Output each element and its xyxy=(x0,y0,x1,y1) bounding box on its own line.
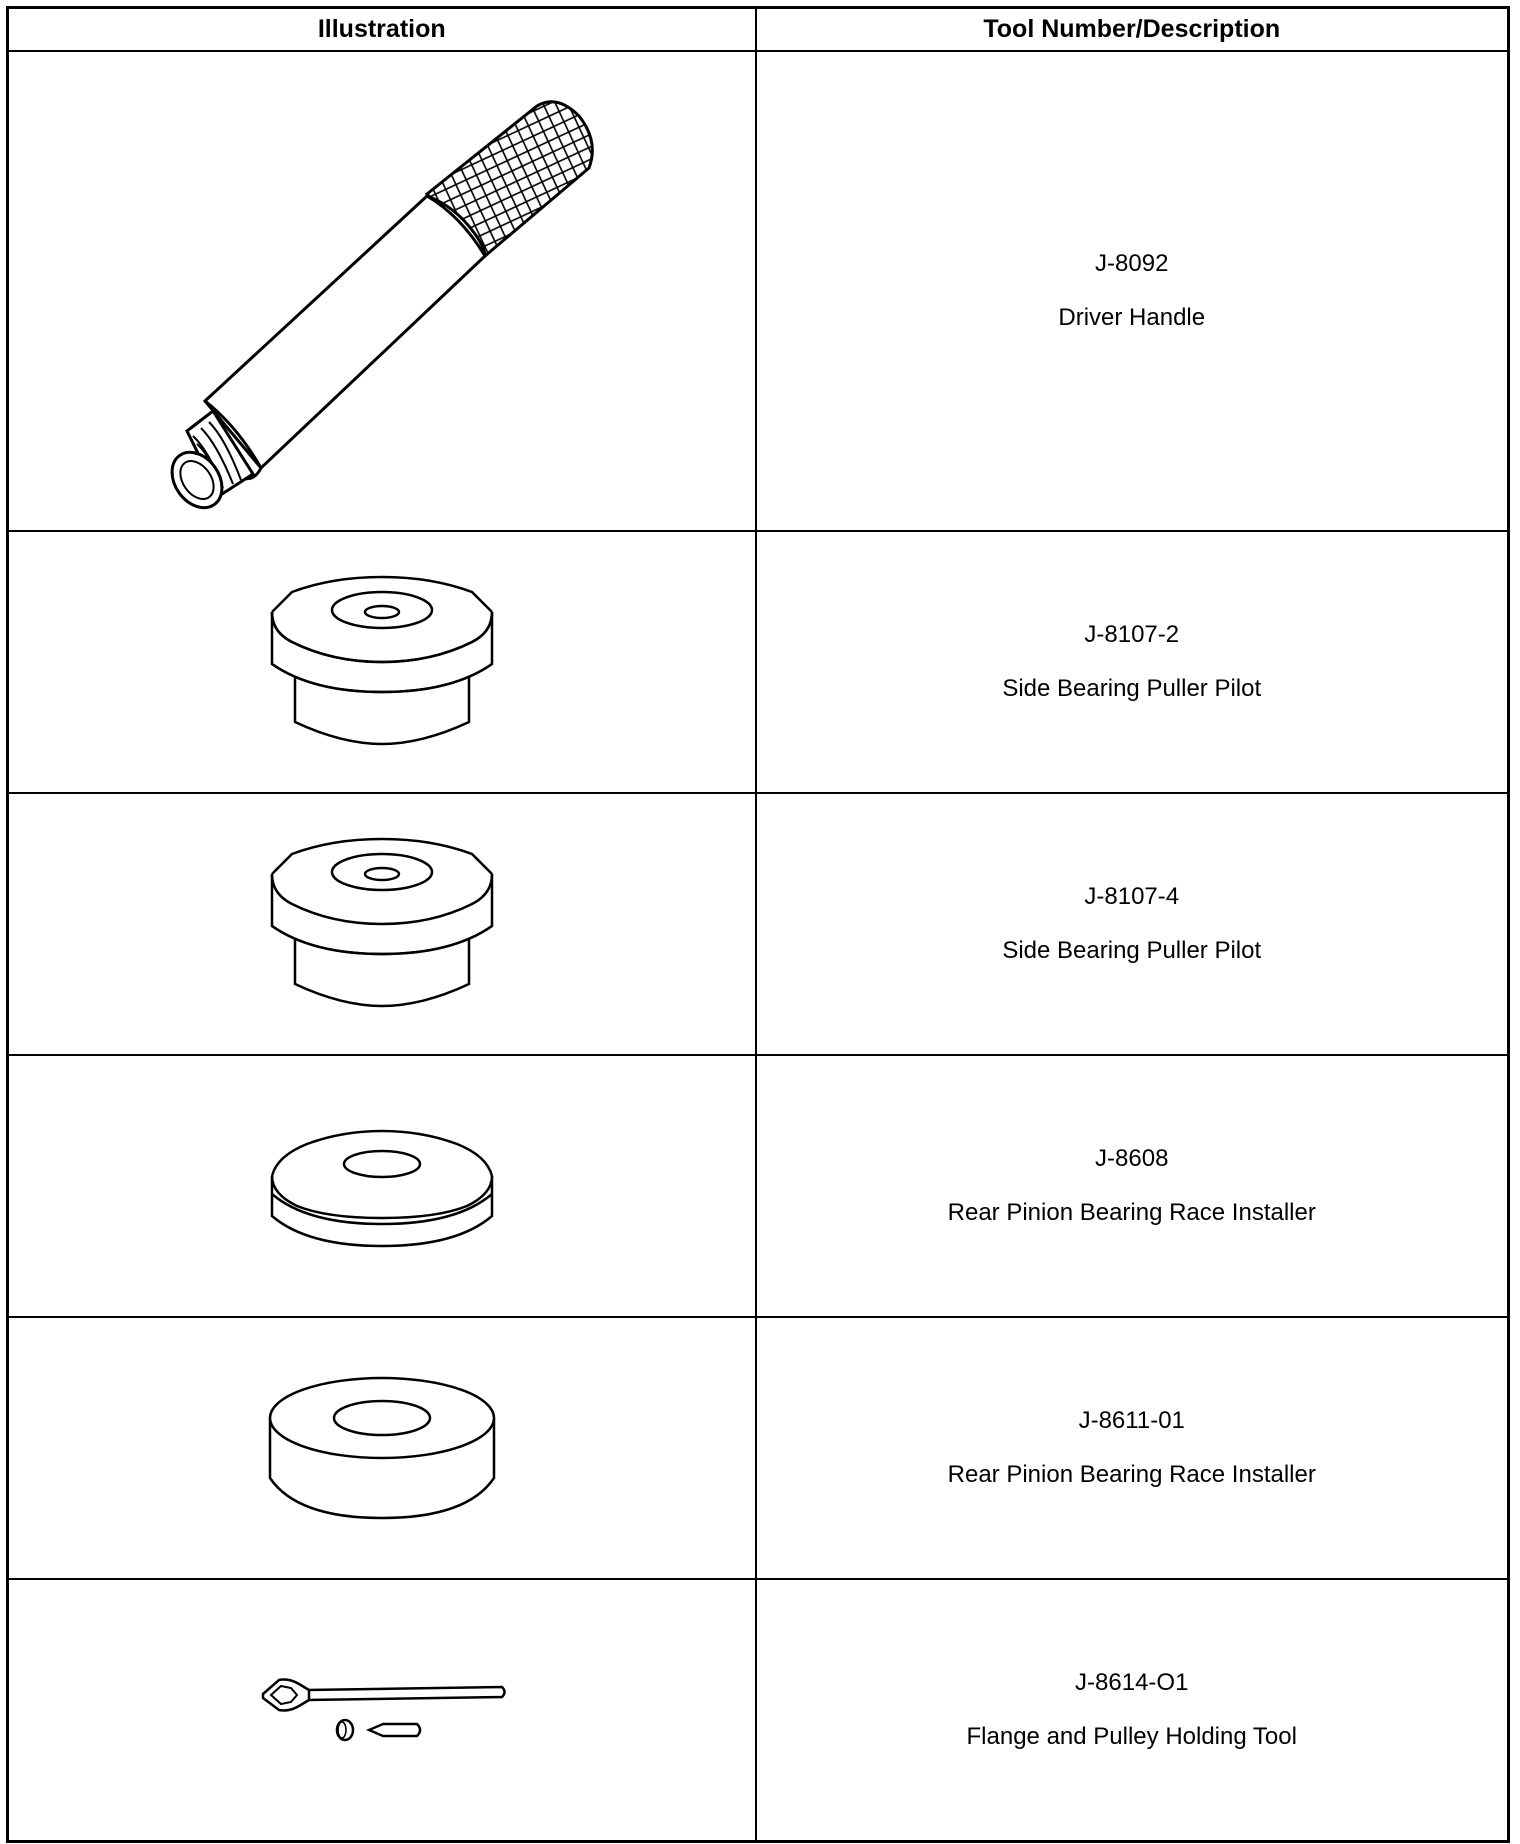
tool-number: J-8092 xyxy=(1095,250,1169,277)
tool-description: Side Bearing Puller Pilot xyxy=(1002,675,1262,702)
table-row xyxy=(8,1317,1509,1579)
tool-description: Rear Pinion Bearing Race Installer xyxy=(947,1199,1316,1226)
table-row xyxy=(8,531,1509,793)
tool-description-cell xyxy=(756,531,1509,793)
tool-description-cell xyxy=(756,793,1509,1055)
race-installer-ring-icon xyxy=(257,1368,507,1528)
race-installer-disc-icon xyxy=(257,1116,507,1256)
puller-pilot-icon xyxy=(252,834,512,1014)
tool-number: J-8608 xyxy=(1095,1145,1169,1172)
tool-description-cell xyxy=(756,1055,1509,1317)
tool-description-cell xyxy=(756,1579,1509,1841)
table-row xyxy=(8,1579,1509,1841)
header-illustration: Illustration xyxy=(8,8,756,52)
table-header-row xyxy=(8,8,1509,52)
tool-number: J-8107-2 xyxy=(1084,621,1180,648)
header-tool-number-description: Tool Number/Description xyxy=(756,8,1509,52)
illustration-cell xyxy=(8,51,756,531)
tool-number: J-8107-4 xyxy=(1084,883,1180,910)
tool-description: Driver Handle xyxy=(1058,304,1206,331)
table-row xyxy=(8,51,1509,531)
illustration-cell xyxy=(8,1579,756,1841)
puller-pilot-icon xyxy=(252,572,512,752)
illustration-cell xyxy=(8,531,756,793)
driver-handle-icon xyxy=(9,56,757,526)
tool-description: Rear Pinion Bearing Race Installer xyxy=(947,1461,1316,1488)
tool-description-cell xyxy=(756,1317,1509,1579)
tool-description: Side Bearing Puller Pilot xyxy=(1002,937,1262,964)
tool-description-cell xyxy=(756,51,1509,531)
tool-number: J-8614-O1 xyxy=(1075,1668,1189,1696)
table-row xyxy=(8,793,1509,1055)
holding-tool-icon xyxy=(257,1670,507,1750)
illustration-cell xyxy=(8,793,756,1055)
tool-description: Flange and Pulley Holding Tool xyxy=(966,1722,1297,1750)
illustration-cell xyxy=(8,1055,756,1317)
special-tools-table xyxy=(6,6,1510,1843)
tool-number: J-8611-01 xyxy=(1078,1407,1185,1434)
table-row xyxy=(8,1055,1509,1317)
illustration-cell xyxy=(8,1317,756,1579)
